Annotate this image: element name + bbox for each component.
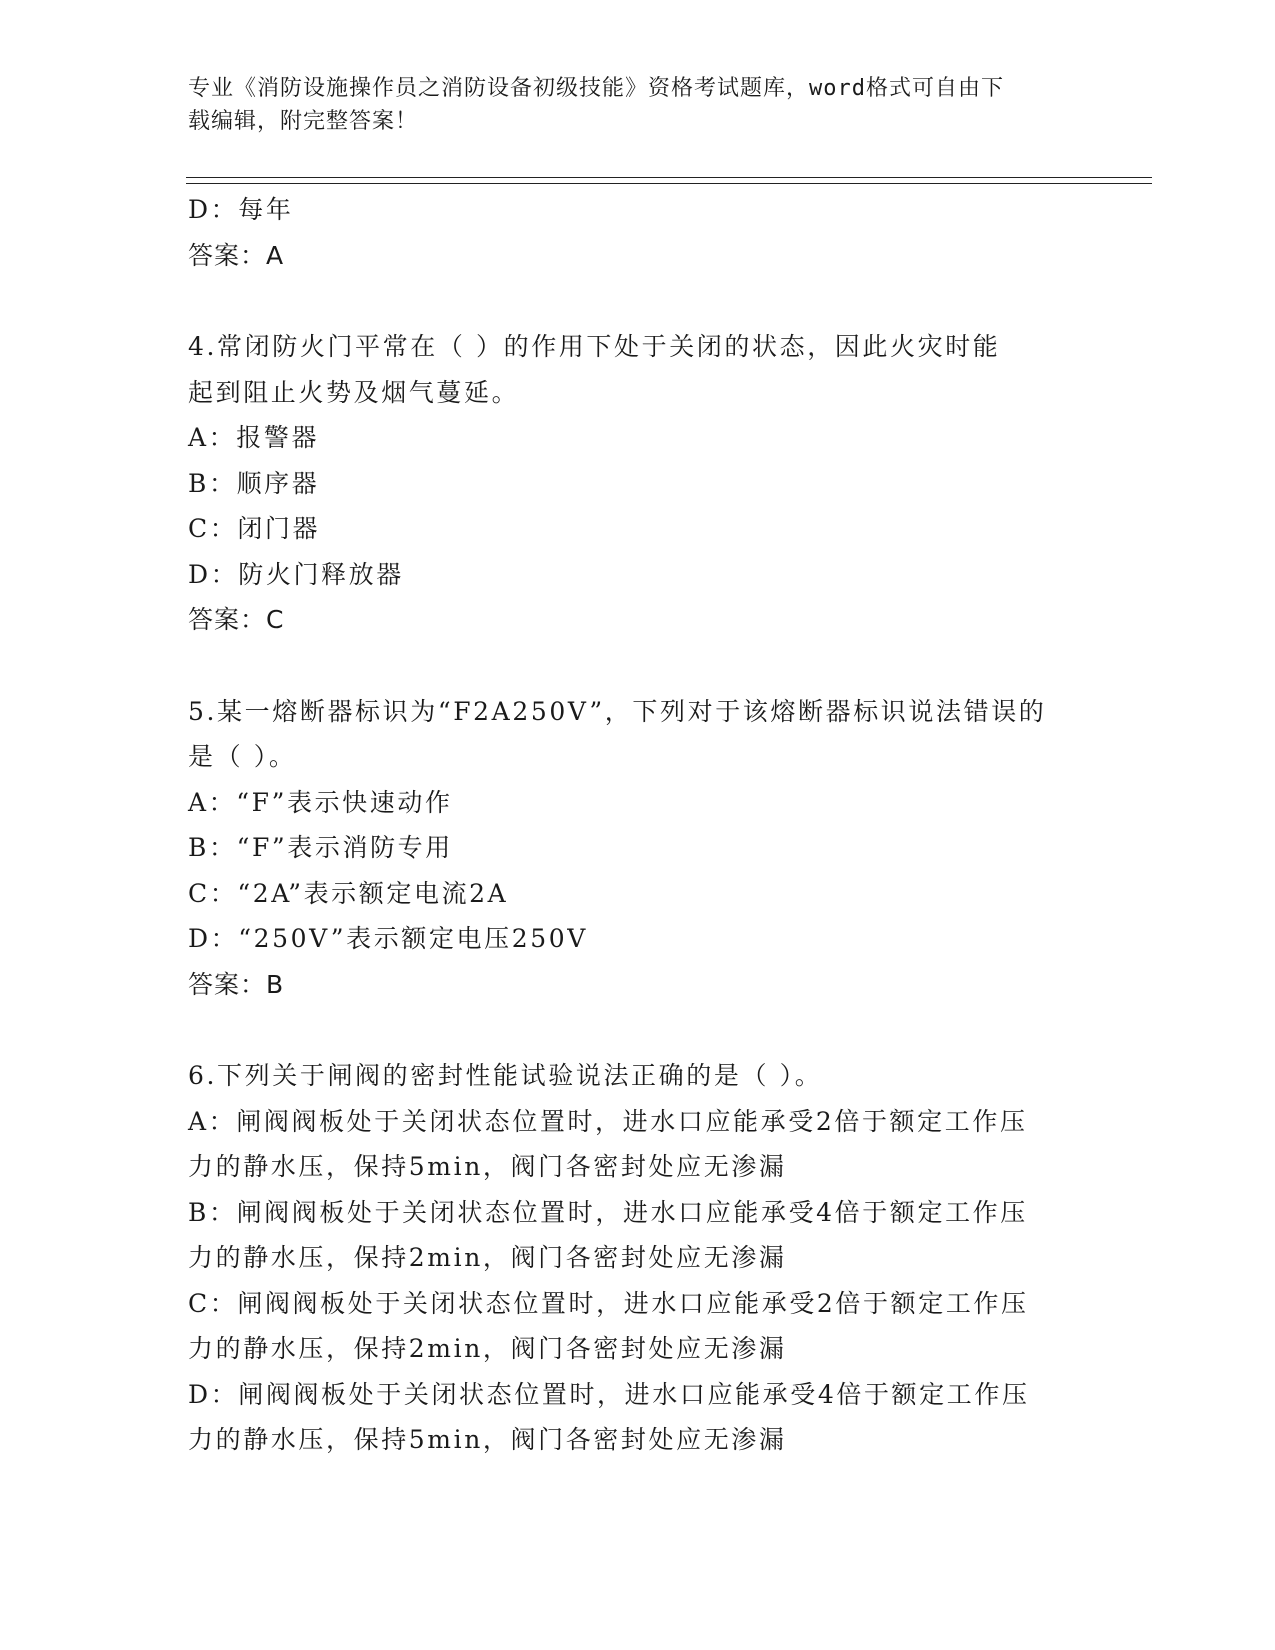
question-6 xyxy=(188,1053,1088,1463)
option-a: A：报警器 xyxy=(188,423,320,452)
header-divider-bottom xyxy=(186,183,1152,184)
spacer xyxy=(188,278,1088,324)
option-c-continued: 力的静水压，保持2min，阀门各密封处应无渗漏 xyxy=(188,1334,787,1363)
header-line-1: 专业《消防设施操作员之消防设备初级技能》资格考试题库，word格式可自由下 xyxy=(188,76,1004,101)
option-b: B：闸阀阀板处于关闭状态位置时，进水口应能承受4倍于额定工作压 xyxy=(188,1197,1028,1227)
option-b: B：顺序器 xyxy=(188,468,320,498)
page-header xyxy=(188,72,1068,138)
question-stem: 4.常闭防火门平常在（ ）的作用下处于关闭的状态，因此火灾时能 xyxy=(188,332,1001,361)
option-a-continued: 力的静水压，保持5min，阀门各密封处应无渗漏 xyxy=(188,1152,787,1181)
question-stem: 6.下列关于闸阀的密封性能试验说法正确的是（ ）。 xyxy=(188,1061,823,1090)
option-b: B：“F”表示消防专用 xyxy=(188,833,453,862)
option-d: D：防火门释放器 xyxy=(188,559,404,589)
option-b-continued: 力的静水压，保持2min，阀门各密封处应无渗漏 xyxy=(188,1243,787,1272)
question-stem: 是（ ）。 xyxy=(188,742,297,771)
answer-line: 答案：B xyxy=(188,969,285,999)
question-4 xyxy=(188,324,1088,643)
option-d-continued: 力的静水压，保持5min，阀门各密封处应无渗漏 xyxy=(188,1425,787,1454)
question-body xyxy=(188,187,1088,1463)
question-stem: 起到阻止火势及烟气蔓延。 xyxy=(188,377,520,407)
option-c: C：闭门器 xyxy=(188,514,321,543)
spacer xyxy=(188,1007,1088,1053)
option-c: C：闸阀阀板处于关闭状态位置时，进水口应能承受2倍于额定工作压 xyxy=(188,1288,1029,1318)
option-d: D：每年 xyxy=(188,195,294,224)
option-d: D：闸阀阀板处于关闭状态位置时，进水口应能承受4倍于额定工作压 xyxy=(188,1379,1030,1409)
header-line-2: 载编辑，附完整答案！ xyxy=(188,109,419,134)
spacer xyxy=(188,643,1088,689)
question-stem: 5.某一熔断器标识为“F2A250V”，下列对于该熔断器标识说法错误的 xyxy=(188,696,1047,726)
answer-line: 答案：A xyxy=(188,240,285,270)
header-divider-top xyxy=(186,177,1152,178)
option-a: A：“F”表示快速动作 xyxy=(188,787,453,817)
option-d: D：“250V”表示额定电压250V xyxy=(188,924,588,953)
question-5 xyxy=(188,689,1088,1008)
option-a: A：闸阀阀板处于关闭状态位置时，进水口应能承受2倍于额定工作压 xyxy=(188,1106,1028,1136)
option-c: C：“2A”表示额定电流2A xyxy=(188,878,509,908)
question-prev xyxy=(188,187,1088,278)
answer-line: 答案：C xyxy=(188,605,285,634)
